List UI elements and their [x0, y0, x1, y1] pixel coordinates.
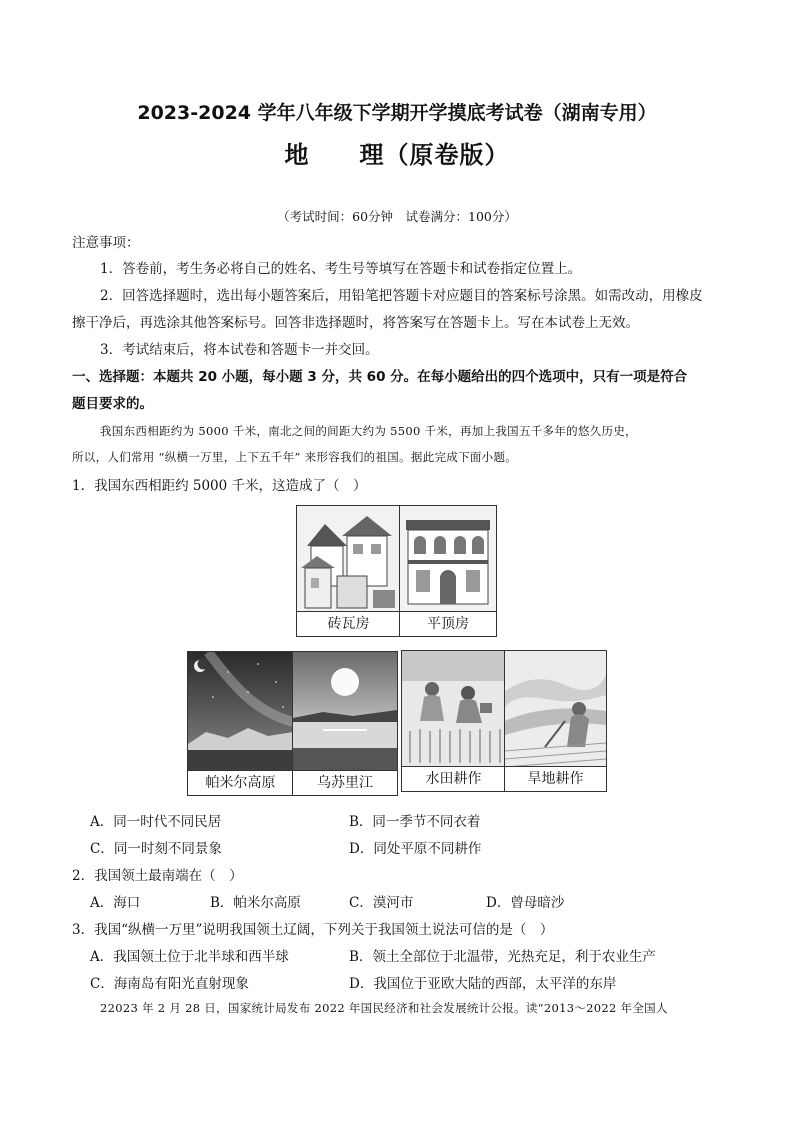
subject-title: 地 理（原卷版） — [284, 141, 510, 169]
notice-heading: 注意事项： — [72, 235, 140, 251]
figure-wusuli-river — [292, 651, 398, 796]
figure-paddy-farming — [401, 650, 506, 792]
figure-caption: 旱地耕作 — [505, 766, 606, 791]
exam-title: 2023-2024 学年八年级下学期开学摸底考试卷（湖南专用） — [137, 102, 657, 124]
figure-caption: 砖瓦房 — [297, 611, 400, 636]
passage-line: 所以，人们常用 “纵横一万里，上下五千年” 来形容我们的祖国。据此完成下面小题。 — [72, 450, 518, 464]
figure-caption: 乌苏里江 — [293, 770, 397, 795]
q2-option-c[interactable]: C．漠河市 — [349, 895, 414, 911]
figure-caption: 平顶房 — [400, 611, 496, 636]
q2-option-a[interactable]: A．海口 — [90, 895, 141, 911]
figure-caption: 水田耕作 — [402, 766, 505, 791]
q1-option-d[interactable]: D．同处平原不同耕作 — [349, 841, 482, 857]
next-passage-line: 22023 年 2 月 28 日，国家统计局发布 2022 年国民经济和社会发展统计公报。读“2013～2022 年全国人 — [100, 1001, 668, 1015]
q2-option-d[interactable]: D．曾母暗沙 — [486, 895, 565, 911]
notice-item: 擦干净后，再选涂其他答案标号。回答非选择题时，将答案写在答题卡上。写在本试卷上无效。 — [72, 315, 639, 331]
q3-option-a[interactable]: A．我国领土位于北半球和西半球 — [90, 949, 289, 965]
question-stem: 2．我国领土最南端在（ ） — [72, 868, 243, 884]
section-heading: 一、选择题：本题共 20 小题，每小题 3 分，共 60 分。在每小题给出的四个选项中，只有一项是符合 — [72, 369, 688, 385]
q1-option-b[interactable]: B．同一季节不同衣着 — [349, 814, 481, 830]
pamir-night-sky-photo — [188, 652, 293, 770]
figure-pamir-plateau — [187, 651, 294, 796]
q3-option-d[interactable]: D．我国位于亚欧大陆的西部，太平洋的东岸 — [349, 976, 617, 992]
q1-option-a[interactable]: A．同一时代不同民居 — [90, 814, 222, 830]
notice-item: 1．答卷前，考生务必将自己的姓名、考生号等填写在答题卡和试卷指定位置上。 — [100, 261, 582, 277]
q3-option-b[interactable]: B．领土全部位于北温带，光热充足，利于农业生产 — [349, 949, 656, 965]
passage-line: 我国东西相距约为 5000 千米，南北之间的间距大约为 5500 千米，再加上我国五千多年的悠久历史， — [100, 424, 637, 438]
flat-roof-house-illustration — [400, 506, 496, 611]
figure-brick-house — [296, 505, 401, 637]
dryland-farming-illustration — [505, 651, 606, 767]
exam-info: （考试时间：60分钟 试卷满分：100分） — [277, 209, 517, 224]
q1-option-c[interactable]: C．同一时刻不同景象 — [90, 841, 222, 857]
notice-item: 2．回答选择题时，选出每小题答案后，用铅笔把答题卡对应题目的答案标号涂黑。如需改动，用橡皮 — [100, 288, 703, 304]
figure-caption: 帕米尔高原 — [188, 770, 293, 795]
question-stem: 3．我国“纵横一万里”说明我国领土辽阔，下列关于我国领土说法可信的是（ ） — [72, 922, 554, 938]
question-stem: 1．我国东西相距约 5000 千米，这造成了（ ） — [72, 478, 367, 494]
figure-dryland-farming — [504, 650, 607, 792]
paddy-farming-illustration — [402, 651, 505, 767]
q3-option-c[interactable]: C．海南岛有阳光直射现象 — [90, 976, 249, 992]
section-heading-cont: 题目要求的。 — [72, 396, 153, 412]
notice-item: 3．考试结束后，将本试卷和答题卡一并交回。 — [100, 342, 379, 358]
wusuli-river-photo — [293, 652, 397, 770]
brick-house-illustration — [297, 506, 400, 611]
figure-flat-roof-house — [399, 505, 497, 637]
q2-option-b[interactable]: B．帕米尔高原 — [210, 895, 301, 911]
